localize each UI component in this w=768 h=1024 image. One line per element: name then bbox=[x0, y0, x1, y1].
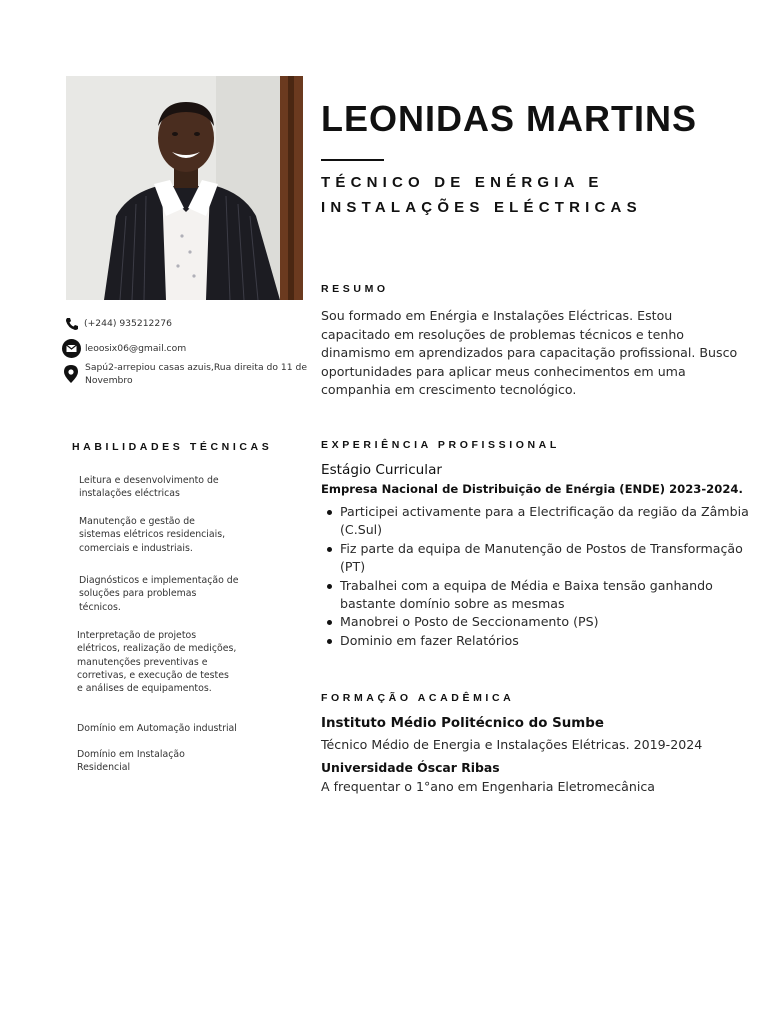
email-icon bbox=[62, 339, 81, 362]
candidate-name: LEONIDAS MARTINS bbox=[321, 98, 697, 139]
skill-item: Interpretação de projetos elétricos, realização de medições, manutenções preventivas e corretivas, e execução de testes e análises de equipamentos. bbox=[77, 630, 237, 695]
experience-heading: EXPERIÊNCIA PROFISSIONAL bbox=[321, 439, 560, 451]
person-photo-illustration bbox=[66, 76, 303, 300]
experience-company: Empresa Nacional de Distribuição de Enérgia (ENDE) 2023-2024. bbox=[321, 482, 743, 496]
education-institution: Instituto Médio Politécnico do Sumbe bbox=[321, 716, 604, 731]
list-item: Dominio em fazer Relatórios bbox=[322, 632, 764, 650]
experience-role: Estágio Curricular bbox=[321, 462, 442, 478]
skill-item: Manutenção e gestão de sistemas elétricos residenciais, comerciais e industriais. bbox=[79, 516, 226, 554]
skill-item: Leitura e desenvolvimento de instalações eléctricas bbox=[79, 475, 219, 500]
phone-icon bbox=[64, 316, 80, 336]
list-item: Trabalhei com a equipa de Média e Baixa tensão ganhando bastante domínio sobre as mesmas bbox=[322, 577, 764, 614]
phone-number: (+244) 935212276 bbox=[84, 318, 172, 329]
list-item: Fiz parte da equipa de Manutenção de Postos de Transformação (PT) bbox=[322, 540, 764, 577]
skill-item: Diagnósticos e implementação de soluções para problemas técnicos. bbox=[79, 575, 239, 613]
location-pin-icon bbox=[64, 365, 78, 387]
summary-text: Sou formado em Enérgia e Instalações Eléctricas. Estou capacitado em resoluções de problemas técnicos e tenho dinamismo em aprendizados para capacitação profissional. Busco oportunidades para aplicar meus conhecimentos em uma companhia em crescimento tecnológico. bbox=[321, 308, 738, 398]
skill-item: Domínio em Instalação Residencial bbox=[77, 749, 185, 774]
email-address[interactable]: leoosix06@gmail.com bbox=[85, 343, 187, 354]
education-course: A frequentar o 1°ano em Engenharia Eletromecânica bbox=[321, 779, 655, 794]
education-heading: FORMAÇÃO ACADÊMICA bbox=[321, 692, 515, 704]
skills-heading: HABILIDADES TÉCNICAS bbox=[72, 441, 273, 453]
name-divider bbox=[321, 159, 384, 161]
education-institution: Universidade Óscar Ribas bbox=[321, 760, 500, 775]
summary-heading: RESUMO bbox=[321, 283, 389, 295]
job-title: TÉCNICO DE ENÉRGIA E INSTALAÇÕES ELÉCTRICAS bbox=[321, 174, 642, 216]
profile-photo bbox=[66, 76, 303, 300]
education-course: Técnico Médio de Energia e Instalações Elétricas. 2019-2024 bbox=[321, 737, 703, 752]
list-item: Manobrei o Posto de Seccionamento (PS) bbox=[322, 613, 764, 631]
address: Sapú2-arrepiou casas azuis,Rua direita do 11 de Novembro bbox=[85, 362, 307, 386]
experience-bullets bbox=[322, 503, 764, 650]
list-item: Participei activamente para a Electrificação da região da Zâmbia (C.Sul) bbox=[322, 503, 764, 540]
skill-item: Domínio em Automação industrial bbox=[77, 723, 237, 734]
